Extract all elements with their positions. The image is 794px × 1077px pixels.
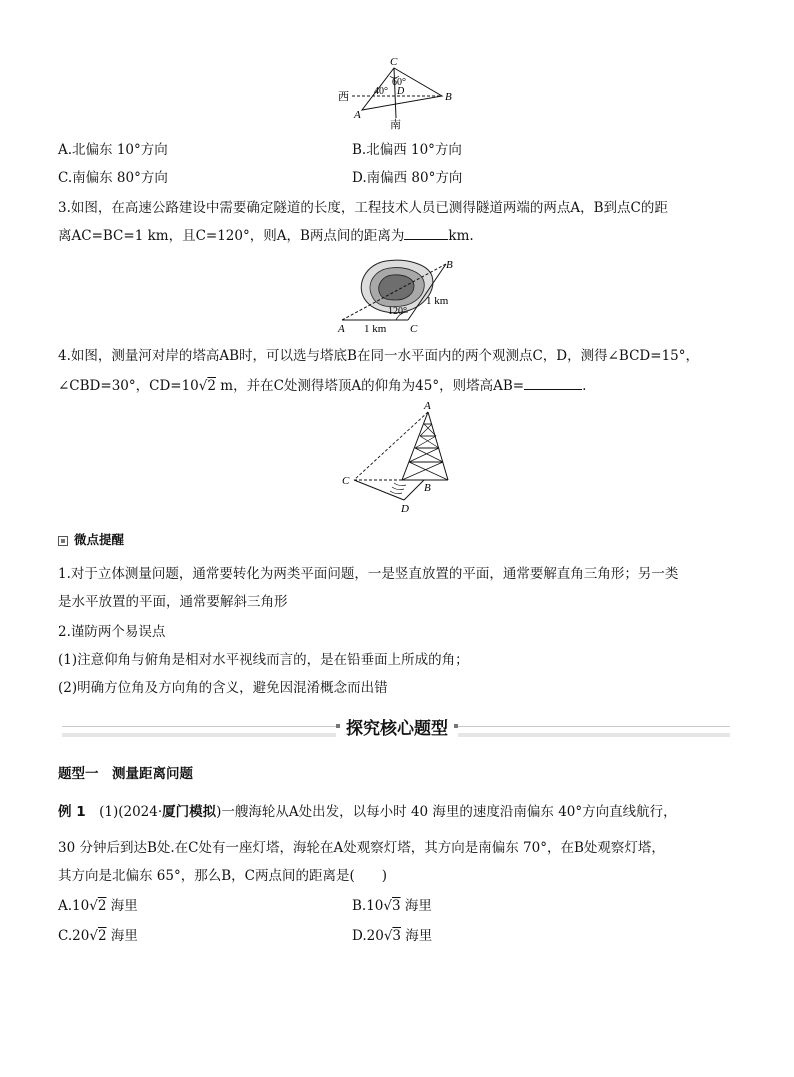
sqrt-symbol: √: [383, 928, 393, 944]
q4-text-line2-post: m，并在C处测得塔顶A的仰角为45°，则塔高AB=: [215, 378, 525, 394]
ex1-option-d: [352, 924, 432, 944]
tunnel-label-a: A: [338, 323, 345, 335]
ex1-option-a: [58, 894, 138, 914]
ex1-option-b-radicand: 3: [392, 898, 401, 914]
tunnel-label-1km-right: 1 km: [426, 295, 449, 307]
q2-option-b: B.北偏西 10°方向: [352, 142, 462, 158]
q4-answer-blank: [524, 377, 582, 390]
ex1-option-c-unit: 海里: [106, 928, 138, 944]
q3-text-line1: 3.如图，在高速公路建设中需要确定隧道的长度，工程技术人员已测得隧道两端的两点A，B到点C的距: [58, 200, 668, 216]
tower-label-b: B: [424, 482, 431, 494]
sqrt-symbol: √: [89, 898, 98, 914]
ex1-line2: 30 分钟后到达B处.在C处有一座灯塔，海轮在A处观察灯塔，其方向是南偏东 70°，在B处观察灯塔，: [58, 840, 665, 856]
tower-label-c: C: [342, 475, 350, 487]
q4-text-line2-pre: ∠CBD=30°，CD=10: [58, 378, 199, 394]
ex1-option-b: [352, 894, 432, 914]
ex1-option-d-radicand: 3: [392, 928, 402, 944]
fig1-angle-60: 60°: [392, 77, 406, 88]
ex1-option-d-coef: D.20: [352, 928, 384, 944]
q2-option-a: A.北偏东 10°方向: [58, 142, 168, 158]
ex1-option-c-coef: C.20: [58, 928, 90, 944]
ex1-option-a-radicand: 2: [97, 898, 107, 914]
tips-p2-item1: (1)注意仰角与俯角是相对水平视线而言的，是在铅垂面上所成的角；: [58, 652, 469, 668]
tips-marker-icon: [58, 536, 68, 546]
fig1-label-d: D: [397, 86, 405, 97]
ex1-line3: 其方向是北偏东 65°，那么B，C两点间的距离是( ): [58, 868, 388, 884]
tips-heading: [58, 530, 124, 548]
q3-text-line2-pre: 离AC=BC=1 km，且C=120°，则A，B两点间的距离为: [58, 228, 405, 244]
ex1-option-c-radicand: 2: [97, 928, 107, 944]
tips-p1-line2: 是水平放置的平面，通常要解斜三角形: [58, 594, 288, 610]
q3-text-line2-post: km.: [448, 228, 474, 244]
sqrt-symbol: √: [89, 928, 98, 944]
ex1-option-b-unit: 海里: [400, 898, 432, 914]
tips-title: 微点提醒: [74, 532, 125, 547]
ex1-option-b-coef: B.10: [352, 898, 384, 914]
q4-radicand: 2: [207, 378, 216, 394]
tower-label-d: D: [401, 503, 409, 515]
tips-p2: 2.谨防两个易误点: [58, 624, 166, 640]
fig1-label-a: A: [354, 109, 361, 121]
tips-p1-line1: 1.对于立体测量问题，通常要转化为两类平面问题，一是竖直放置的平面，通常要解直角三角形；另一类: [58, 566, 679, 582]
tunnel-label-1km-bottom: 1 km: [364, 323, 387, 335]
fig1-angle-40: 40°: [374, 86, 388, 97]
tunnel-angle-120: 120°: [388, 306, 407, 317]
fig1-label-west: 西: [338, 91, 349, 103]
ex1-source: 厦门模拟: [162, 804, 217, 820]
q3-text-line2: [58, 224, 474, 244]
q4-text-line1: 4.如图，测量河对岸的塔高AB时，可以选与塔底B在同一水平面内的两个观测点C，D，测得∠BCD=15°，: [58, 348, 699, 364]
q4-text-line2: [58, 374, 586, 394]
q3-answer-blank: [404, 227, 448, 240]
ex1-label: 例 1: [58, 804, 86, 820]
fig1-label-south: 南: [390, 119, 401, 130]
q2-option-c: C.南偏东 80°方向: [58, 170, 168, 186]
sqrt-symbol: √: [198, 378, 208, 394]
tips-p2-item2: (2)明确方位角及方向角的含义，避免因混淆概念而出错: [58, 680, 388, 696]
ex1-option-a-unit: 海里: [106, 898, 138, 914]
tower-figure: [338, 398, 468, 516]
fig1-label-c: C: [390, 56, 398, 68]
sqrt-symbol: √: [383, 898, 392, 914]
section-title: 探究核心题型: [336, 714, 458, 739]
tunnel-figure: [336, 254, 462, 336]
question-type-heading: 题型一 测量距离问题: [58, 766, 193, 782]
direction-figure: [338, 56, 464, 130]
tunnel-label-b: B: [446, 259, 453, 271]
ex1-option-c: [58, 924, 138, 944]
ex1-line1-rest: )一艘海轮从A处出发，以每小时 40 海里的速度沿南偏东 40°方向直线航行，: [216, 804, 677, 820]
tunnel-label-c: C: [410, 323, 418, 335]
ex1-line1: [58, 800, 677, 820]
fig1-label-b: B: [445, 91, 452, 103]
ex1-option-d-unit: 海里: [401, 928, 433, 944]
section-divider: [62, 714, 730, 742]
tower-label-a: A: [424, 400, 431, 412]
q4-text-line2-end: .: [582, 378, 587, 394]
ex1-option-a-coef: A.10: [58, 898, 90, 914]
ex1-part: (1)(2024·: [85, 804, 163, 820]
q2-option-d: D.南偏西 80°方向: [352, 170, 463, 186]
